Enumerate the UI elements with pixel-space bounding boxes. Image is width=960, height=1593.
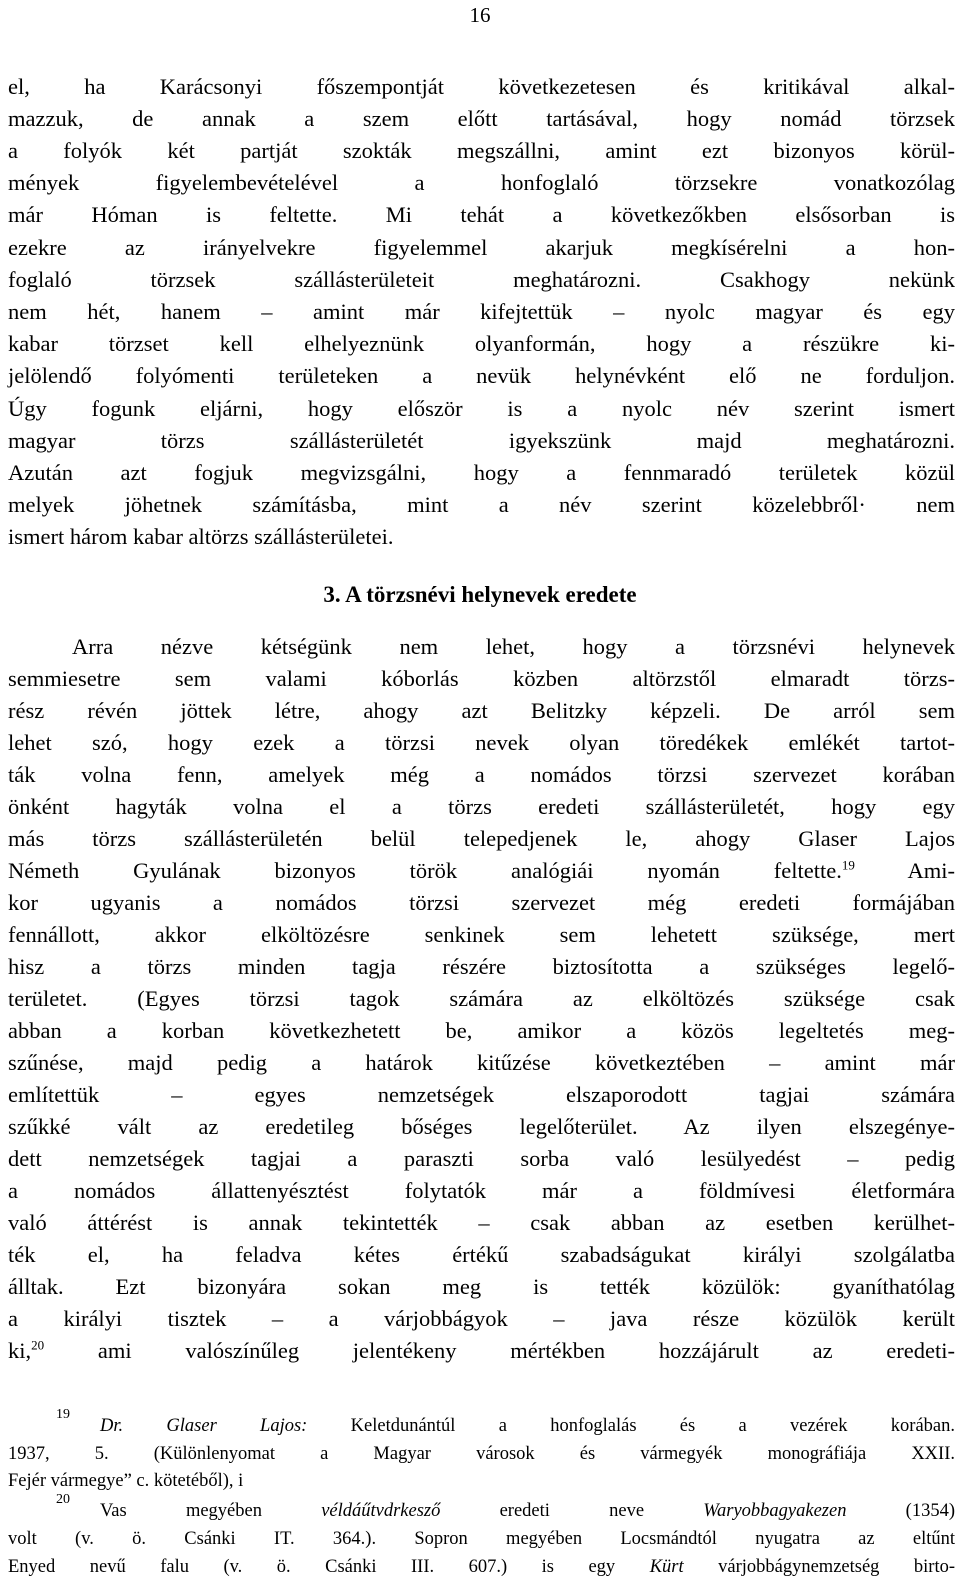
text-line <box>8 1335 955 1367</box>
text-line: semmiesetre sem valami kóborlás közben altörzstől elmaradt törzs- <box>8 666 955 691</box>
footnote-italic: véldáűtvdrkesző <box>321 1501 441 1521</box>
line-text: Ami- <box>854 858 955 883</box>
text-line: a folyók két partját szokták megszállni, amint ezt bizonyos körül- <box>8 138 955 163</box>
text-line: már Hóman is feltette. Mi tehát a következőkben elsősorban is <box>8 202 955 227</box>
text-line: kor ugyanis a nomádos törzsi szervezet még eredeti formájában <box>8 890 955 915</box>
footnote-italic: Kürt <box>649 1557 684 1577</box>
footnote-italic: Waryobbagyakezen <box>703 1501 847 1521</box>
text-line: kabar törzset kell elhelyeznünk olyanformán, hogy a részükre ki- <box>8 331 955 356</box>
text-line: foglaló törzsek szállásterületeit meghatározni. Csakhogy nekünk <box>8 267 955 292</box>
text-line: álltak. Ezt bizonyára sokan meg is tették közülök: gyaníthatólag <box>8 1274 955 1299</box>
footnote-line <box>100 1412 955 1440</box>
text-line: való áttérést is annak tekintették – csak abban az esetben kerülhet- <box>8 1210 955 1235</box>
footnote-text: Keletdunántúl a honfoglalás és a vezérek korában. <box>307 1416 955 1436</box>
page-number: 16 <box>469 3 491 27</box>
text-line: el, ha Karácsonyi főszempontját következetesen és kritikával alkal- <box>8 74 955 99</box>
text-line: jelölendő folyómenti területeken a nevük helynévként elő ne forduljon. <box>8 363 955 388</box>
text-line: abban a korban következhetett be, amikor a közös legeltetés meg- <box>8 1018 955 1043</box>
section-heading: 3. A törzsnévi helynevek eredete <box>323 582 637 607</box>
footnote-ref[interactable]: 20 <box>31 1337 45 1353</box>
text-line: Arra nézve kétségünk nem lehet, hogy a törzsnévi helynevek <box>72 634 955 659</box>
text-line: Azután azt fogjuk megvizsgálni, hogy a fennmaradó területek közül <box>8 460 955 485</box>
text-line: szűkké vált az eredetileg bőséges legelőterület. Az ilyen elszegénye- <box>8 1114 955 1139</box>
text-line: ismert három kabar altörzs szállásterületei. <box>8 524 394 549</box>
footnote-text: Enyed nevű falu (v. ö. Csánki III. 607.) is egy <box>8 1557 650 1577</box>
text-line <box>8 855 955 887</box>
footnote-author: Dr. Glaser Lajos: <box>100 1416 308 1436</box>
text-line: mények figyelembevételével a honfoglaló törzsekre vonatkozólag <box>8 170 955 195</box>
text-line: magyar törzs szállásterületét igyekszünk majd meghatározni. <box>8 428 955 453</box>
text-line: rész révén jöttek létre, ahogy azt Belitzky képzeli. De arról sem <box>8 698 955 723</box>
footnote-line: 1937, 5. (Különlenyomat a Magyar városok és vármegyék monográfiája XXII. <box>8 1444 955 1464</box>
line-text: ami valószínűleg jelentékeny mértékben hozzájárult az eredeti- <box>44 1338 955 1363</box>
text-line: mazzuk, de annak a szem előtt tartásával, hogy nomád törzsek <box>8 106 955 131</box>
text-line: ták volna fenn, amelyek még a nomádos törzsi szervezet korában <box>8 762 955 787</box>
footnote-marker: 20 <box>56 1492 70 1507</box>
text-line: más törzs szállásterületén belül telepedjenek le, ahogy Glaser Lajos <box>8 826 955 851</box>
text-line: dett nemzetségek tagjai a paraszti sorba való lesülyedést – pedig <box>8 1146 955 1171</box>
text-line: Úgy fogunk eljárni, hogy először is a nyolc név szerint ismert <box>8 396 955 421</box>
text-line: említettük – egyes nemzetségek elszaporodott tagjai számára <box>8 1082 955 1107</box>
text-line: hisz a törzs minden tagja részére biztosította a szükséges legelő- <box>8 954 955 979</box>
text-line: területet. (Egyes törzsi tagok számára az elköltözés szüksége csak <box>8 986 955 1011</box>
footnote-line <box>100 1497 955 1525</box>
text-line: ték el, ha feladva kétes értékű szabadságukat királyi szolgálatba <box>8 1242 955 1267</box>
footnote-line: volt (v. ö. Csánki IT. 364.). Sopron megyében Locsmándtól nyugatra az eltűnt <box>8 1529 955 1549</box>
footnote-marker: 19 <box>56 1407 70 1422</box>
line-text: Németh Gyulának bizonyos török analógiái nyomán feltette. <box>8 858 842 883</box>
text-line: szűnése, majd pedig a határok kitűzése következtében – amint már <box>8 1050 955 1075</box>
footnote-ref[interactable]: 19 <box>841 857 855 873</box>
text-line: a nomádos állattenyésztést folytatók már a földmívesi életformára <box>8 1178 955 1203</box>
text-line: ezekre az irányelvekre figyelemmel akarjuk megkísérelni a hon- <box>8 235 955 260</box>
footnote-line: Fejér vármegye” c. kötetéből), i <box>8 1471 244 1491</box>
footnote-line <box>8 1553 955 1581</box>
text-line: lehet szó, hogy ezek a törzsi nevek olyan töredékek emlékét tartot- <box>8 730 955 755</box>
line-text: ki, <box>8 1338 32 1363</box>
text-line: nem hét, hanem – amint már kifejtettük – nyolc magyar és egy <box>8 299 955 324</box>
footnote-text: Vas megyében <box>100 1501 322 1521</box>
footnote-text: eredeti neve <box>440 1501 704 1521</box>
text-line: önként hagyták volna el a törzs eredeti szállásterületét, hogy egy <box>8 794 955 819</box>
footnote-text: (1354) <box>846 1501 955 1521</box>
text-line: fennállott, akkor elköltözésre senkinek sem lehetett szüksége, mert <box>8 922 955 947</box>
text-line: a királyi tisztek – a várjobbágyok – java része közülök került <box>8 1306 955 1331</box>
text-line: melyek jöhetnek számításba, mint a név szerint közelebbről· nem <box>8 492 955 517</box>
footnote-text: várjobbágynemzetség birto- <box>683 1557 956 1577</box>
